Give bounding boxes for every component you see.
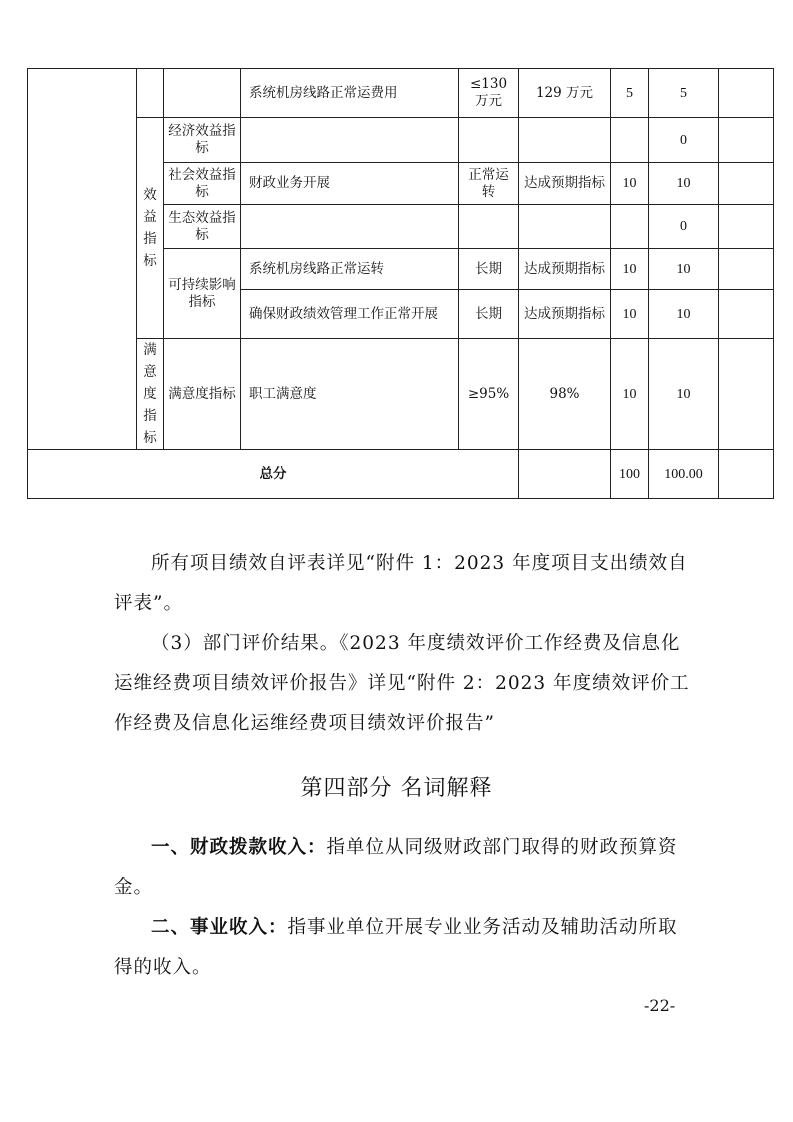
level3-cell [164, 69, 241, 118]
subcategory-cell: 生态效益指标 [164, 205, 241, 249]
weight-cell: 10 [611, 290, 649, 339]
page-number: -22- [644, 996, 676, 1015]
target-cell [459, 118, 519, 163]
note-cell [719, 118, 774, 163]
actual-cell: 达成预期指标 [519, 249, 611, 290]
definition-text: 指事业单位开展专业业务活动及辅助活动所取得的收入。 [114, 917, 678, 978]
weight-cell [611, 118, 649, 163]
definition-text: 指单位从同级财政部门取得的财政预算资金。 [114, 837, 678, 898]
score-cell: 10 [649, 290, 719, 339]
target-cell: 长期 [459, 290, 519, 339]
target-cell [459, 205, 519, 249]
indicator-cell: 职工满意度 [241, 339, 459, 450]
score-cell: 5 [649, 69, 719, 118]
table-row [28, 118, 774, 163]
weight-cell: 10 [611, 339, 649, 450]
indicator-cell: 系统机房线路正常运转 [241, 249, 459, 290]
level2-cell [137, 69, 164, 118]
weight-cell [611, 205, 649, 249]
note-cell [719, 69, 774, 118]
subcategory-cell: 可持续影响指标 [164, 249, 241, 339]
actual-cell [519, 205, 611, 249]
actual-cell: 达成预期指标 [519, 163, 611, 205]
subcategory-cell: 经济效益指标 [164, 118, 241, 163]
note-cell [719, 450, 774, 499]
score-cell: 0 [649, 118, 719, 163]
actual-cell: 达成预期指标 [519, 290, 611, 339]
score-cell: 10 [649, 249, 719, 290]
performance-table [27, 68, 774, 499]
note-cell [719, 205, 774, 249]
table-row [28, 339, 774, 450]
definition-fiscal-appropriation [114, 828, 694, 908]
target-cell: 正常运转 [459, 163, 519, 205]
subcategory-cell: 满意度指标 [164, 339, 241, 450]
actual-cell: 129 万元 [519, 69, 611, 118]
indicator-cell: 系统机房线路正常运费用 [241, 69, 459, 118]
note-cell [719, 163, 774, 205]
target-cell: 长期 [459, 249, 519, 290]
note-cell [719, 290, 774, 339]
group-satisfaction-cell: 满意度指标 [137, 339, 164, 450]
definition-term: 一、财政拨款收入： [151, 837, 327, 858]
actual-cell: 98% [519, 339, 611, 450]
note-cell [719, 339, 774, 450]
score-cell: 0 [649, 205, 719, 249]
target-cell: ≥95% [459, 339, 519, 450]
definition-business-income [114, 908, 694, 988]
group-benefit-cell: 效益指标 [137, 118, 164, 339]
actual-cell [519, 450, 611, 499]
paragraph-evaluation-result: （3）部门评价结果。《2023 年度绩效评价工作经费及信息化运维经费项目绩效评价报告》详见“附件 2：2023 年度绩效评价工作经费及信息化运维经费项目绩效评价报告” [114, 633, 690, 734]
note-cell [719, 249, 774, 290]
table-row [28, 69, 774, 118]
total-weight: 100 [611, 450, 649, 499]
score-cell: 10 [649, 339, 719, 450]
indicator-cell: 确保财政绩效管理工作正常开展 [241, 290, 459, 339]
weight-cell: 10 [611, 163, 649, 205]
indicator-cell [241, 118, 459, 163]
total-label: 总分 [28, 450, 519, 499]
target-cell: ≤130 万元 [459, 69, 519, 118]
total-score: 100.00 [649, 450, 719, 499]
paragraph-attachment-1: 所有项目绩效自评表详见“附件 1：2023 年度项目支出绩效自评表”。 [114, 553, 688, 614]
level1-cell [28, 69, 137, 450]
indicator-cell: 财政业务开展 [241, 163, 459, 205]
definition-term: 二、事业收入： [151, 917, 288, 938]
indicator-cell [241, 205, 459, 249]
total-row [28, 450, 774, 499]
weight-cell: 10 [611, 249, 649, 290]
score-cell: 10 [649, 163, 719, 205]
section-heading: 第四部分 名词解释 [300, 776, 493, 801]
subcategory-cell: 社会效益指标 [164, 163, 241, 205]
actual-cell [519, 118, 611, 163]
weight-cell: 5 [611, 69, 649, 118]
